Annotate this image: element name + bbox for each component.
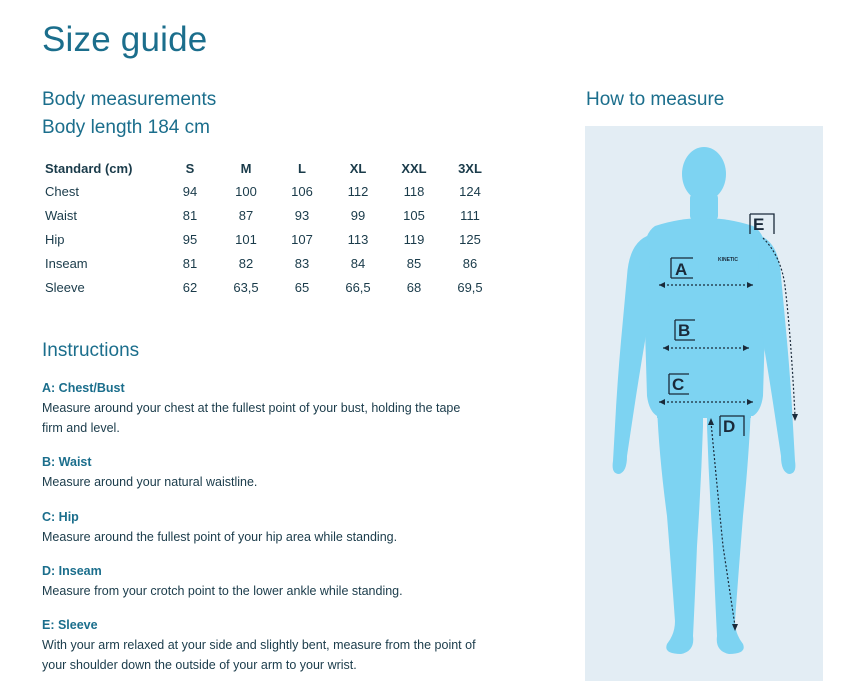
row-label: Chest — [45, 183, 79, 199]
table-cell: 81 — [182, 255, 198, 271]
table-cell: 69,5 — [457, 279, 483, 295]
table-cell: 106 — [291, 183, 313, 199]
instruction-text: Measure from your crotch point to the lower ankle while standing. — [42, 584, 403, 598]
marker-e — [750, 214, 774, 234]
table-cell: 66,5 — [345, 279, 371, 295]
table-cell: 87 — [238, 207, 254, 223]
table-cell: 93 — [294, 207, 310, 223]
instruction-title: B: Waist — [42, 455, 92, 469]
table-cell: 118 — [403, 183, 425, 199]
instruction-waist — [42, 452, 482, 492]
column-header-xl: XL — [349, 160, 367, 176]
body-silhouette-illustration — [585, 126, 823, 681]
marker-b-label: B — [678, 321, 691, 340]
how-to-measure-heading: How to measure — [586, 89, 725, 110]
column-header-standard: Standard (cm) — [45, 160, 133, 176]
table-cell: 101 — [235, 231, 257, 247]
instruction-text: Measure around your natural waistline. — [42, 475, 258, 489]
table-cell: 105 — [403, 207, 425, 223]
table-cell: 95 — [182, 231, 198, 247]
row-label: Hip — [45, 231, 65, 247]
marker-c-label: C — [672, 375, 685, 394]
page-title: Size guide — [42, 20, 208, 59]
size-table — [42, 157, 498, 299]
marker-d-label: D — [723, 417, 736, 436]
instruction-title: A: Chest/Bust — [42, 381, 125, 395]
column-header-m: M — [240, 160, 252, 176]
table-cell: 84 — [350, 255, 366, 271]
column-header-3xl: 3XL — [458, 160, 482, 176]
column-header-xxl: XXL — [401, 160, 427, 176]
table-row — [42, 203, 498, 227]
marker-e-label: E — [753, 215, 765, 234]
instruction-inseam — [42, 561, 482, 601]
row-label: Sleeve — [45, 279, 85, 295]
marker-a-label: A — [675, 260, 688, 279]
table-row — [42, 179, 498, 203]
body-measurements-heading: Body measurements — [42, 89, 217, 110]
table-cell: 99 — [350, 207, 366, 223]
instruction-hip — [42, 507, 482, 547]
table-cell: 65 — [294, 279, 310, 295]
table-cell: 81 — [182, 207, 198, 223]
table-cell: 83 — [294, 255, 310, 271]
table-cell: 86 — [462, 255, 478, 271]
table-row — [42, 275, 498, 299]
instruction-text: With your arm relaxed at your side and slightly bent, measure from the point of your shoulder down the outside of your arm to your wrist. — [42, 638, 476, 672]
instructions-heading: Instructions — [42, 340, 140, 361]
instruction-text: Measure around the fullest point of your hip area while standing. — [42, 530, 398, 544]
table-cell: 85 — [406, 255, 422, 271]
table-cell: 62 — [182, 279, 198, 295]
body-length-label: Body length 184 cm — [42, 117, 210, 138]
brand-logo: KINETIC — [718, 257, 738, 263]
table-cell: 63,5 — [233, 279, 259, 295]
arrow-icon — [792, 414, 798, 421]
table-cell: 82 — [238, 255, 254, 271]
column-header-s: S — [185, 160, 195, 176]
table-row — [42, 227, 498, 251]
instruction-title: C: Hip — [42, 510, 79, 524]
table-cell: 94 — [182, 183, 198, 199]
size-table-header-row — [42, 157, 498, 179]
instruction-title: D: Inseam — [42, 564, 102, 578]
table-cell: 100 — [235, 183, 257, 199]
table-cell: 124 — [459, 183, 481, 199]
row-label: Waist — [45, 207, 78, 223]
instruction-sleeve — [42, 615, 482, 675]
instruction-text: Measure around your chest at the fullest point of your bust, holding the tape firm and level. — [42, 401, 461, 435]
table-cell: 119 — [403, 231, 425, 247]
row-label: Inseam — [45, 255, 88, 271]
table-cell: 113 — [347, 231, 369, 247]
table-cell: 125 — [459, 231, 481, 247]
table-cell: 107 — [291, 231, 313, 247]
table-row — [42, 251, 498, 275]
instruction-title: E: Sleeve — [42, 618, 98, 632]
table-cell: 111 — [460, 207, 480, 223]
table-cell: 68 — [406, 279, 422, 295]
body-silhouette — [613, 147, 796, 654]
table-cell: 112 — [347, 183, 369, 199]
instruction-chest — [42, 378, 482, 438]
column-header-l: L — [298, 160, 306, 176]
body-figure-panel — [585, 126, 823, 681]
